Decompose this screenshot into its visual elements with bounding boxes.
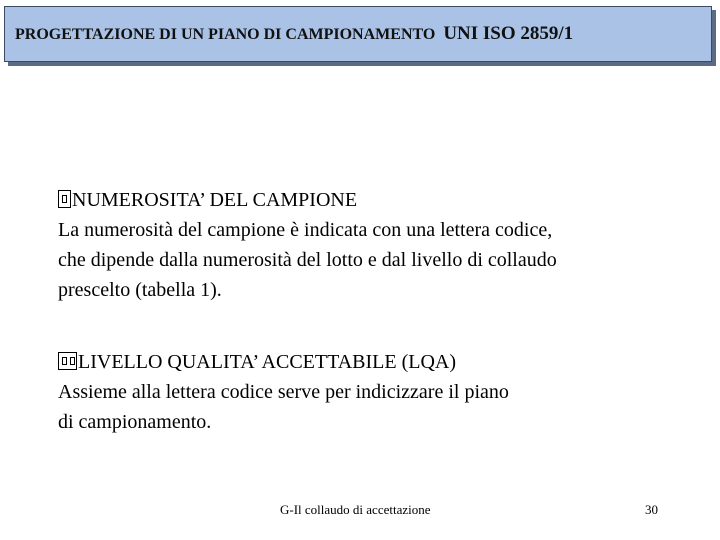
title-bar	[4, 6, 712, 62]
missing-glyph-box-icon	[58, 190, 71, 208]
section-sample-size	[58, 185, 698, 305]
section-paragraph: Assieme alla lettera codice serve per indicizzare il piano di campionamento.	[58, 381, 509, 433]
title-main-text: PROGETTAZIONE DI UN PIANO DI CAMPIONAMENTO	[15, 26, 436, 43]
section-heading-text: NUMEROSITA’ DEL CAMPIONE	[72, 189, 358, 211]
section-heading	[58, 347, 698, 377]
section-heading	[58, 185, 698, 215]
slide-title	[15, 23, 705, 45]
missing-glyph-box-icon	[58, 352, 77, 370]
section-aql	[58, 347, 698, 437]
page-number: 30	[645, 502, 658, 517]
section-paragraph: La numerosità del campione è indicata con una lettera codice, che dipende dalla numerosità del lotto e dal livello di collaudo prescelto (tabella 1).	[58, 219, 557, 301]
section-heading-text: LIVELLO QUALITA’ ACCETTABILE (LQA)	[78, 351, 457, 373]
footer-label: G-Il collaudo di accettazione	[280, 502, 431, 517]
title-standard-text: UNI ISO 2859/1	[443, 23, 574, 44]
